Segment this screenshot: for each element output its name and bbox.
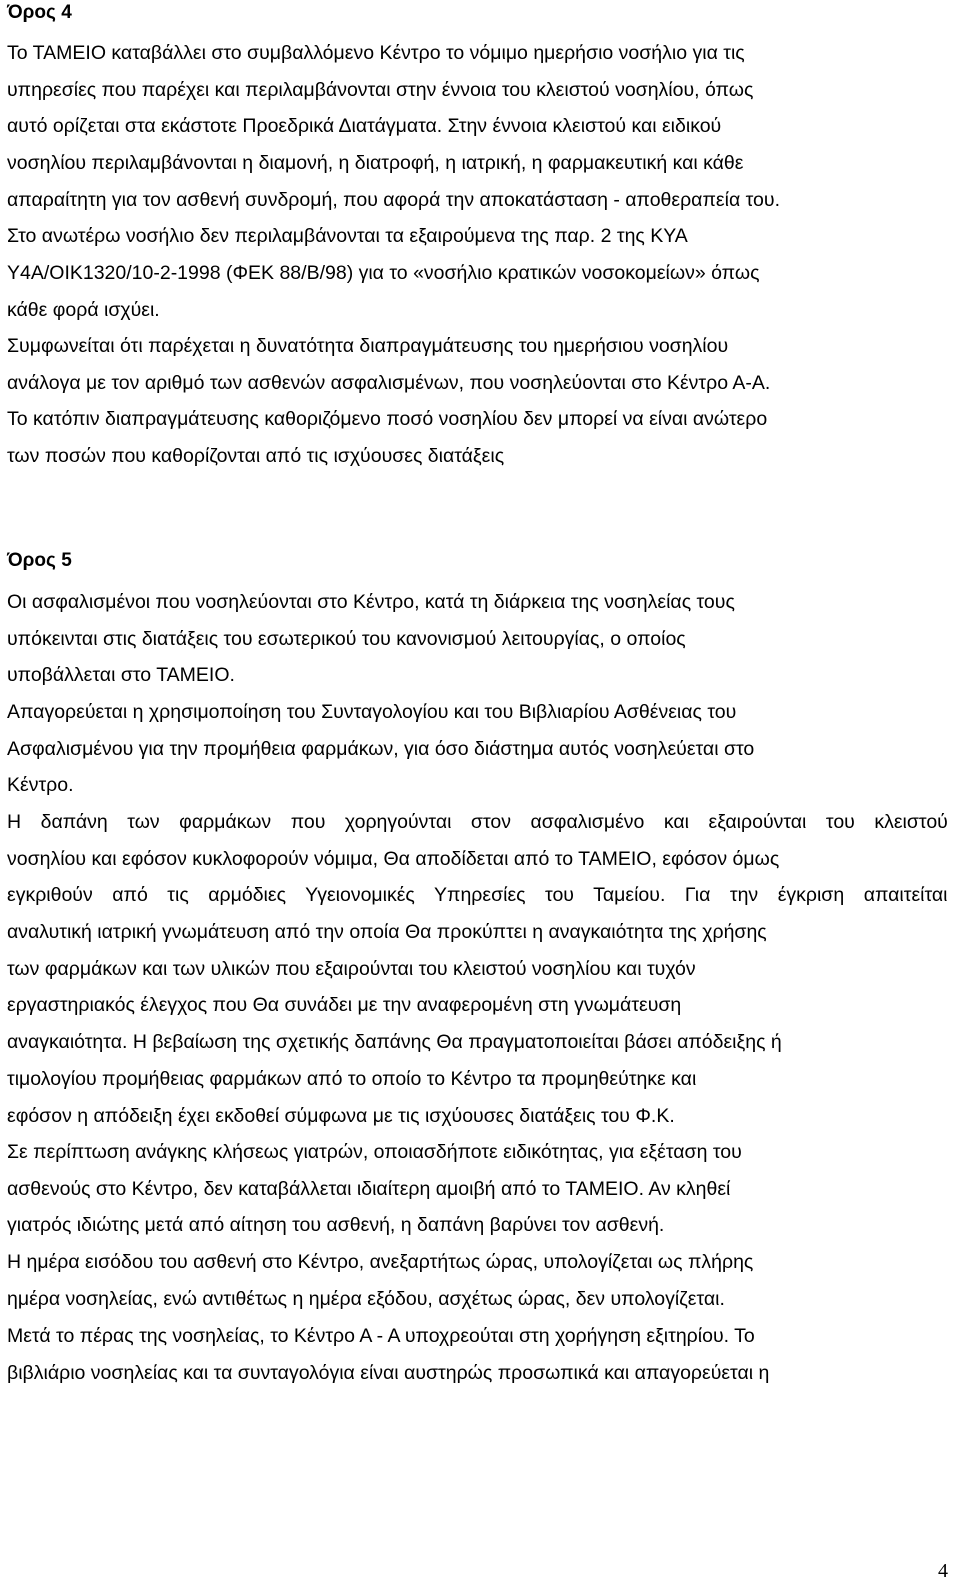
text-line: Στο ανωτέρω νοσήλιο δεν περιλαμβάνονται τα εξαιρούμενα της παρ. 2 της ΚΥΑ: [7, 225, 688, 248]
paragraph-oros5-giatroi: [7, 1134, 948, 1244]
paragraph-oros4-diapragmateusi: [7, 328, 948, 475]
text-line: Η ημέρα εισόδου του ασθενή στο Κέντρο, ανεξαρτήτως ώρας, υπολογίζεται ως πλήρης: [7, 1251, 754, 1273]
text-line: Υ4Α/ΟΙΚ1320/10-2-1998 (ΦΕΚ 88/Β/98) για το «νοσήλιο κρατικών νοσοκομείων» όπως: [7, 262, 760, 285]
text-line: Η δαπάνη των φαρμάκων που χορηγούνται στον ασφαλισμένο και εξαιρούνται του κλειστού: [7, 811, 948, 833]
text-line: εγκριθούν από τις αρμόδιες Υγειονομικές Υπηρεσίες του Ταμείου. Για την έγκριση απαιτείται: [7, 884, 948, 907]
text-line: Κέντρο.: [7, 774, 74, 797]
paragraph-oros5-imera-eisodou: [7, 1244, 948, 1317]
section-heading-oros-5: Όρος 5: [7, 550, 72, 571]
text-line: Οι ασφαλισμένοι που νοσηλεύονται στο Κέντρο, κατά τη διάρκεια της νοσηλείας τους: [7, 591, 735, 613]
text-line: Απαγορεύεται η χρησιμοποίηση του Συνταγολογίου και του Βιβλιαρίου Ασθένειας του: [7, 701, 737, 723]
text-line: Το ΤΑΜΕΙΟ καταβάλλει στο συμβαλλόμενο Κέντρο το νόμιμο ημερήσιο νοσήλιο για τις: [7, 42, 745, 64]
text-line: Συμφωνείται ότι παρέχεται η δυνατότητα διαπραγμάτευσης του ημερήσιου νοσηλίου: [7, 335, 729, 357]
text-line: αναλυτική ιατρική γνωμάτευση από την οποία Θα προκύπτει η αναγκαιότητα της χρήσης: [7, 921, 767, 944]
text-line: αυτό ορίζεται στα εκάστοτε Προεδρικά Διατάγματα. Στην έννοια κλειστού και ειδικού: [7, 115, 722, 138]
text-line: απαραίτητη για τον ασθενή συνδρομή, που αφορά την αποκατάσταση - αποθεραπεία του.: [7, 188, 780, 211]
text-line: Μετά το πέρας της νοσηλείας, το Κέντρο Α - Α υποχρεούται στη χορήγηση εξιτηρίου. Το: [7, 1325, 755, 1347]
paragraph-oros5-farmaka: [7, 804, 948, 1134]
section-heading-oros-4: Όρος 4: [7, 2, 72, 23]
text-line: βιβλιάριο νοσηλείας και τα συνταγολόγια είναι αυστηρώς προσωπικά και απαγορεύεται η: [7, 1361, 770, 1384]
text-line: Το κατόπιν διαπραγμάτευσης καθοριζόμενο ποσό νοσηλίου δεν μπορεί να είναι ανώτερο: [7, 408, 768, 431]
text-line: ασθενούς στο Κέντρο, δεν καταβάλλεται ιδιαίτερη αμοιβή από το ΤΑΜΕΙΟ. Αν κληθεί: [7, 1177, 731, 1200]
text-line: Σε περίπτωση ανάγκης κλήσεως γιατρών, οποιασδήποτε ειδικότητας, για εξέταση του: [7, 1141, 742, 1163]
text-line: νοσηλίου και εφόσον κυκλοφορούν νόμιμα, Θα αποδίδεται από το ΤΑΜΕΙΟ, εφόσον όμως: [7, 847, 780, 870]
text-line: ημέρα νοσηλείας, ενώ αντιθέτως η ημέρα εξόδου, ασχέτως ώρας, δεν υπολογίζεται.: [7, 1287, 725, 1310]
text-line: εργαστηριακός έλεγχος που Θα συνάδει με την αναφερομένη στη γνωμάτευση: [7, 994, 682, 1017]
page-number: 4: [938, 1560, 948, 1582]
paragraph-oros5-syntagologio: [7, 694, 948, 804]
text-line: υποβάλλεται στο ΤΑΜΕΙΟ.: [7, 664, 235, 687]
text-line: των φαρμάκων και των υλικών που εξαιρούνται του κλειστού νοσηλίου και τυχόν: [7, 957, 696, 980]
text-line: τιμολογίου προμήθειας φαρμάκων από το οποίο το Κέντρο τα προμηθεύτηκε και: [7, 1067, 697, 1090]
text-line: των ποσών που καθορίζονται από τις ισχύουσες διατάξεις: [7, 445, 505, 468]
text-line: νοσηλίου περιλαμβάνονται η διαμονή, η διατροφή, η ιατρική, η φαρμακευτική και κάθε: [7, 152, 744, 175]
text-line: γιατρός ιδιώτης μετά από αίτηση του ασθενή, η δαπάνη βαρύνει τον ασθενή.: [7, 1214, 665, 1237]
text-line: αναγκαιότητα. Η βεβαίωση της σχετικής δαπάνης Θα πραγματοποιείται βάσει απόδειξης ή: [7, 1031, 782, 1054]
text-line: εφόσον η απόδειξη έχει εκδοθεί σύμφωνα με τις ισχύουσες διατάξεις του Φ.Κ.: [7, 1104, 675, 1127]
paragraph-oros5-exitirio: [7, 1318, 948, 1391]
text-line: Ασφαλισμένου για την προμήθεια φαρμάκων, για όσο διάστημα αυτός νοσηλεύεται στο: [7, 737, 755, 760]
text-line: υπόκεινται στις διατάξεις του εσωτερικού του κανονισμού λειτουργίας, ο οποίος: [7, 627, 686, 650]
text-line: υπηρεσίες που παρέχει και περιλαμβάνονται στην έννοια του κλειστού νοσηλίου, όπως: [7, 78, 754, 101]
paragraph-oros5-kanonismos: [7, 584, 948, 694]
paragraph-oros4-nosilio: [7, 35, 948, 329]
text-line: κάθε φορά ισχύει.: [7, 298, 160, 321]
text-line: ανάλογα με τον αριθμό των ασθενών ασφαλισμένων, που νοσηλεύονται στο Κέντρο Α-Α.: [7, 371, 771, 394]
